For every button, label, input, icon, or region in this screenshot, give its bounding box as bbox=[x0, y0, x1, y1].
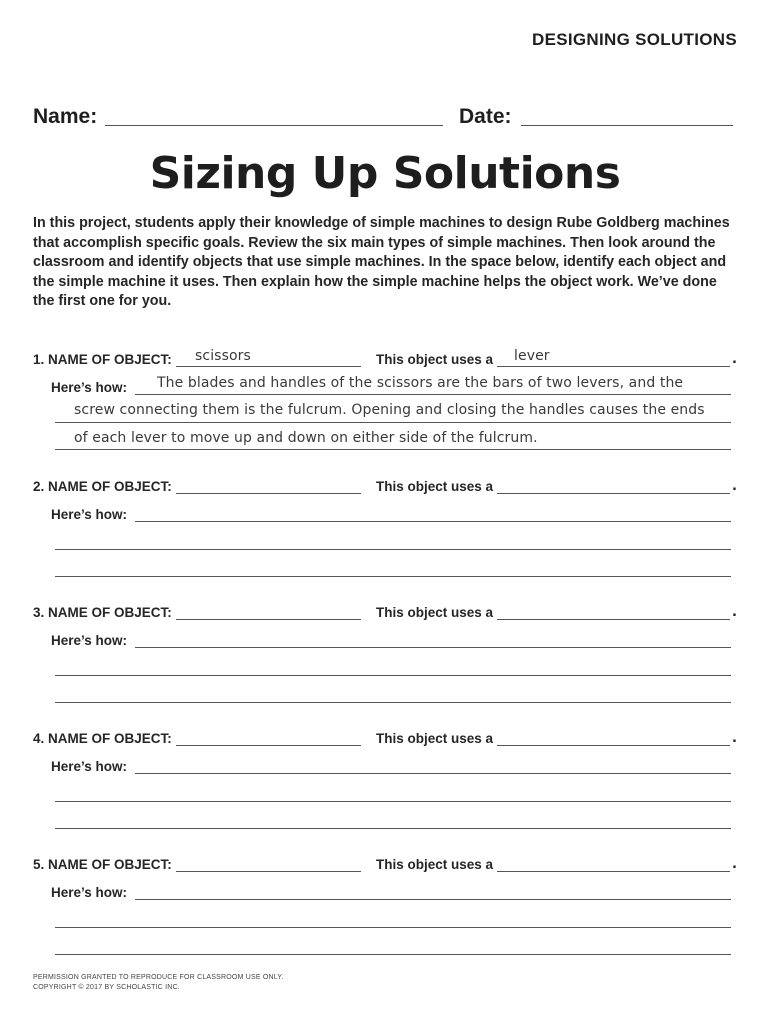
period-2: . bbox=[732, 479, 737, 494]
object-answer-1: scissors bbox=[195, 348, 251, 364]
how-line-4a[interactable] bbox=[135, 773, 731, 774]
how-line-2b[interactable] bbox=[55, 549, 731, 550]
copyright-footer bbox=[33, 973, 283, 993]
period-3: . bbox=[732, 605, 737, 620]
how-line-3b[interactable] bbox=[55, 675, 731, 676]
how-line-5c[interactable] bbox=[55, 954, 731, 955]
question-3-label: 3. NAME OF OBJECT: bbox=[33, 605, 172, 620]
how-line-3c[interactable] bbox=[55, 702, 731, 703]
question-5 bbox=[33, 857, 738, 977]
date-field[interactable] bbox=[521, 125, 733, 126]
date-label: Date: bbox=[459, 105, 512, 128]
section-header: DESIGNING SOLUTIONS bbox=[532, 30, 737, 49]
how-line-3a[interactable] bbox=[135, 647, 731, 648]
question-2-label: 2. NAME OF OBJECT: bbox=[33, 479, 172, 494]
machine-field-5[interactable] bbox=[497, 871, 730, 872]
uses-label-1: This object uses a bbox=[376, 352, 494, 367]
object-field-2[interactable] bbox=[176, 493, 361, 494]
name-date-row bbox=[33, 105, 738, 131]
how-line-1b[interactable] bbox=[55, 422, 731, 423]
instructions-paragraph: In this project, students apply their knowledge of simple machines to design Rube Goldberg machines that accomplish specific goals. Review the six main types of simple machines. Then look around the classroom and identify objects that use simple machines. In the space below, identify each object and the simple machine it uses. Then explain how the simple machine helps the object work. We’ve done the first one for you. bbox=[33, 215, 730, 310]
how-line-4b[interactable] bbox=[55, 801, 731, 802]
period-1: . bbox=[732, 352, 737, 367]
page-title: Sizing Up Solutions bbox=[149, 148, 621, 199]
machine-field-4[interactable] bbox=[497, 745, 730, 746]
how-answer-1b: screw connecting them is the fulcrum. Opening and closing the handles causes the ends bbox=[74, 402, 705, 418]
object-field-5[interactable] bbox=[176, 871, 361, 872]
heres-how-label-1: Here’s how: bbox=[51, 380, 128, 395]
uses-label-3: This object uses a bbox=[376, 605, 494, 620]
heres-how-label-4: Here’s how: bbox=[51, 759, 128, 774]
name-label: Name: bbox=[33, 105, 98, 128]
question-3 bbox=[33, 605, 738, 725]
machine-answer-1: lever bbox=[514, 348, 550, 364]
how-line-5b[interactable] bbox=[55, 927, 731, 928]
question-4 bbox=[33, 731, 738, 851]
heres-how-label-3: Here’s how: bbox=[51, 633, 128, 648]
how-line-1c[interactable] bbox=[55, 449, 731, 450]
how-line-5a[interactable] bbox=[135, 899, 731, 900]
heres-how-label-2: Here’s how: bbox=[51, 507, 128, 522]
uses-label-2: This object uses a bbox=[376, 479, 494, 494]
object-field-3[interactable] bbox=[176, 619, 361, 620]
question-2 bbox=[33, 479, 738, 599]
question-5-label: 5. NAME OF OBJECT: bbox=[33, 857, 172, 872]
question-1-label: 1. NAME OF OBJECT: bbox=[33, 352, 172, 367]
object-field-1[interactable] bbox=[176, 366, 361, 367]
how-answer-1a: The blades and handles of the scissors are the bars of two levers, and the bbox=[157, 375, 684, 391]
footer-copyright: COPYRIGHT © 2017 BY SCHOLASTIC INC. bbox=[33, 984, 180, 991]
uses-label-4: This object uses a bbox=[376, 731, 494, 746]
heres-how-label-5: Here’s how: bbox=[51, 885, 128, 900]
machine-field-1[interactable] bbox=[497, 366, 730, 367]
question-1 bbox=[33, 348, 738, 472]
machine-field-2[interactable] bbox=[497, 493, 730, 494]
how-line-4c[interactable] bbox=[55, 828, 731, 829]
how-line-2a[interactable] bbox=[135, 521, 731, 522]
question-4-label: 4. NAME OF OBJECT: bbox=[33, 731, 172, 746]
period-4: . bbox=[732, 731, 737, 746]
period-5: . bbox=[732, 857, 737, 872]
footer-permission: PERMISSION GRANTED TO REPRODUCE FOR CLASSROOM USE ONLY. bbox=[33, 974, 284, 981]
object-field-4[interactable] bbox=[176, 745, 361, 746]
name-field[interactable] bbox=[105, 125, 443, 126]
how-line-1a[interactable] bbox=[135, 394, 731, 395]
machine-field-3[interactable] bbox=[497, 619, 730, 620]
how-line-2c[interactable] bbox=[55, 576, 731, 577]
uses-label-5: This object uses a bbox=[376, 857, 494, 872]
how-answer-1c: of each lever to move up and down on either side of the fulcrum. bbox=[74, 430, 538, 446]
